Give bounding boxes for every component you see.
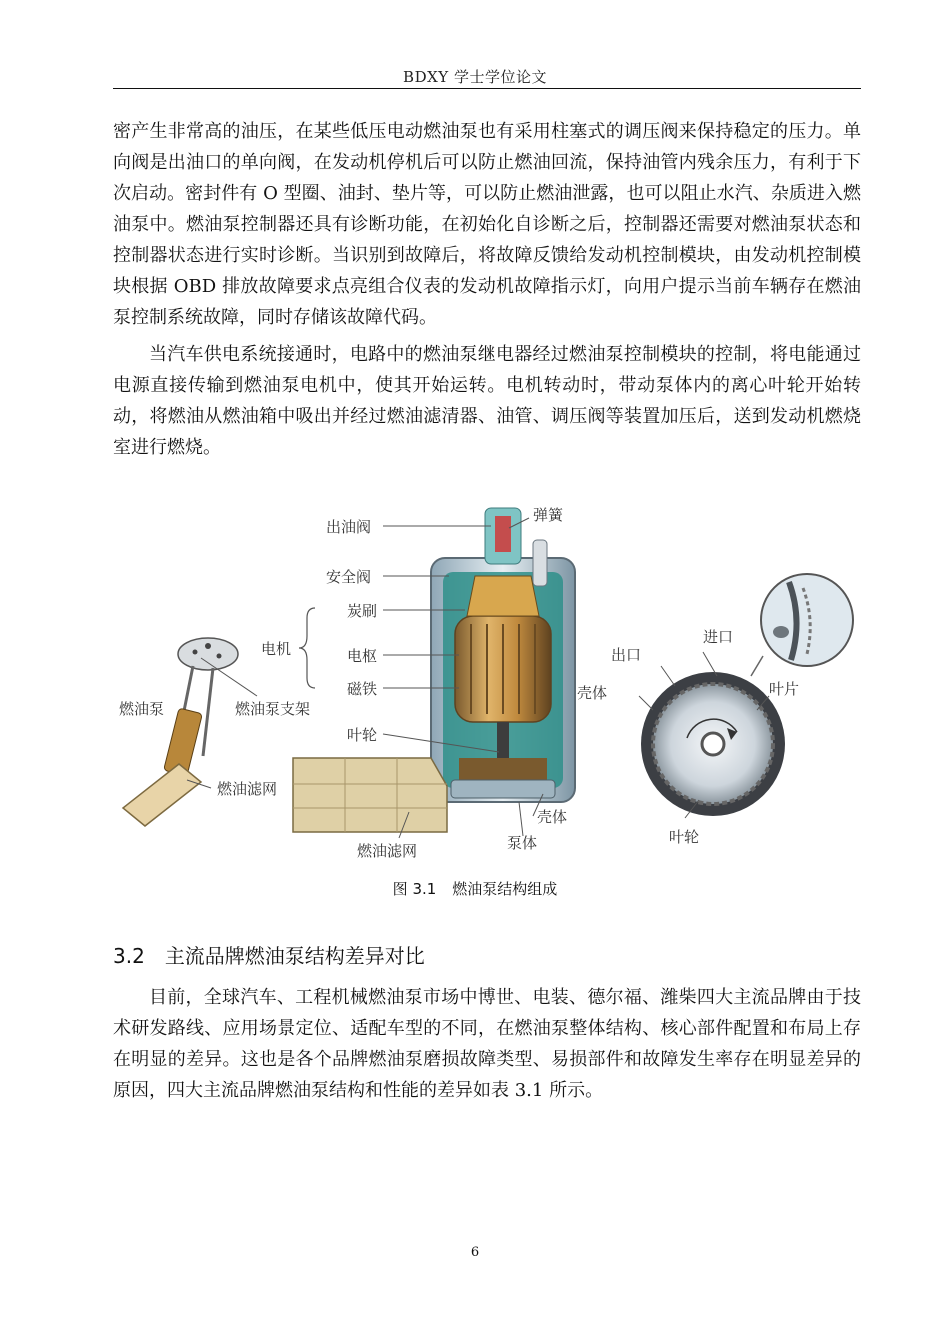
label-filter-bottom: 燃油滤网	[357, 842, 418, 860]
motor-brace	[299, 608, 315, 688]
label-filter-left: 燃油滤网	[217, 780, 278, 798]
label-housing-center: 壳体	[537, 808, 568, 826]
caption-number: 图 3.1	[392, 880, 437, 898]
label-impeller-left: 叶轮	[347, 726, 378, 744]
label-inlet: 进口	[703, 628, 734, 646]
filter-sock-drawing	[293, 758, 447, 832]
impeller-disc-drawing	[641, 574, 853, 816]
label-fuel-pump: 燃油泵	[119, 700, 165, 718]
label-housing-right: 壳体	[577, 684, 608, 702]
label-safety-valve: 安全阀	[326, 568, 372, 586]
label-blade: 叶片	[769, 680, 800, 698]
paragraph-2: 当汽车供电系统接通时，电路中的燃油泵继电器经过燃油泵控制模块的控制，将电能通过电源直接传输到燃油泵电机中，使其开始运转。电机转动时，带动泵体内的离心叶轮开始转动，将燃油从燃油箱中吸出并经过燃油滤清器、油管、调压阀等装置加压后，送到发动机燃烧室进行燃烧。	[113, 344, 861, 458]
label-pump-bracket: 燃油泵支架	[235, 700, 311, 718]
paragraph-1: 密产生非常高的油压，在某些低压电动燃油泵也有采用柱塞式的调压阀来保持稳定的压力。单向阀是出油口的单向阀，在发动机停机后可以防止燃油回流，保持油管内残余压力，有利于下次启动。密封件有 O 型圈、油封、垫片等，可以防止燃油泄露，也可以阻止水汽、杂质进入燃油泵中。燃油泵控制器还具有诊断功能，在初始化自诊断之后，控制器还需要对燃油泵状态和控制器状态进行实时诊断。当识别到故障后，将故障反馈给发动机控制模块，由发动机控制模块根据 OBD 排放故障要求点亮组合仪表的发动机故障指示灯，向用户提示当前车辆存在燃油泵控制系统故障，同时存储该故障代码。	[113, 121, 861, 328]
section-title: 主流品牌燃油泵结构差异对比	[164, 944, 425, 968]
label-outlet: 出口	[611, 646, 642, 664]
label-impeller-right: 叶轮	[669, 828, 700, 846]
label-pump-body: 泵体	[507, 834, 538, 852]
caption-text: 燃油泵结构组成	[452, 880, 558, 898]
paragraph-3: 目前，全球汽车、工程机械燃油泵市场中博世、电装、德尔福、潍柴四大主流品牌由于技术研发路线、应用场景定位、适配车型的不同，在燃油泵整体结构、核心部件配置和布局上存在明显的差异。这也是各个品牌燃油泵磨损故障类型、易损部件和故障发生率存在明显差异的原因，四大主流品牌燃油泵结构和性能的差异如表 3.1 所示。	[113, 987, 861, 1101]
label-motor: 电机	[261, 640, 292, 658]
label-spring: 弹簧	[533, 506, 564, 524]
section-number: 3.2	[113, 944, 145, 968]
label-armature: 电枢	[347, 647, 378, 665]
running-header: BDXY 学士学位论文	[403, 68, 547, 86]
label-carbon-brush: 炭刷	[347, 602, 378, 620]
section-heading	[113, 940, 425, 969]
label-magnet: 磁铁	[347, 680, 378, 698]
figure-caption	[0, 878, 950, 899]
page-number: 6	[470, 1245, 480, 1260]
header-rule	[113, 88, 861, 89]
label-outlet-valve: 出油阀	[326, 518, 372, 536]
fuel-pump-figure	[113, 496, 861, 868]
